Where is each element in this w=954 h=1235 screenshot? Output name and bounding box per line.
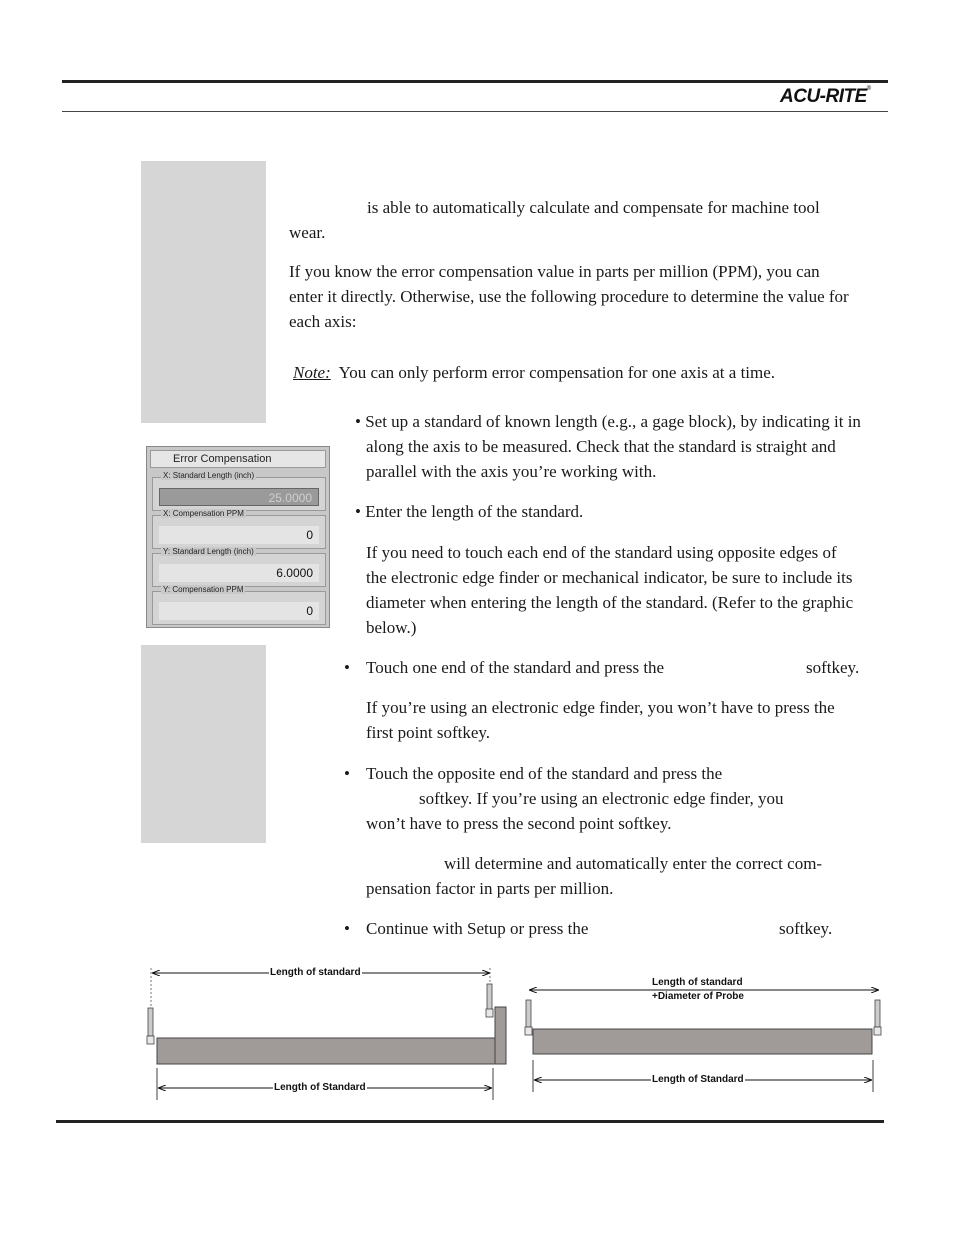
probe-right-icon bbox=[486, 984, 493, 1017]
intro-paragraph-2: If you know the error compensation value in parts per million (PPM), you can enter it directly. Otherwise, use the following procedure to determine the value for each axis: bbox=[289, 262, 849, 331]
y-standard-length-field[interactable] bbox=[152, 547, 326, 587]
step-enter-length-detail: If you need to touch each end of the standard using opposite edges of the electronic edge finder or mechanical indicator, be sure to include its diameter when entering the length of the standard. (Refer to the graphic below.) bbox=[366, 543, 854, 637]
sidebar-gray-box-top bbox=[141, 161, 266, 423]
x-standard-length-field[interactable] bbox=[152, 471, 326, 511]
probe-left-icon bbox=[525, 1000, 532, 1035]
step-first-point-bullet: • bbox=[344, 658, 350, 677]
panel-title: Error Compensation bbox=[150, 450, 326, 468]
intro-paragraph-1: is able to automatically calculate and compensate for machine tool wear. bbox=[289, 198, 820, 242]
left-top-length-label: Length of standard bbox=[270, 967, 361, 978]
field-value[interactable]: 0 bbox=[159, 526, 319, 544]
step-second-point-bullet: • bbox=[344, 764, 350, 783]
sidebar-gray-box-bottom bbox=[141, 645, 266, 843]
step-continue-bullet: • bbox=[344, 919, 350, 938]
step-second-point-text: Touch the opposite end of the standard and press the bbox=[366, 764, 723, 783]
probe-right-icon bbox=[874, 1000, 881, 1035]
note-text: You can only perform error compensation for one axis at a time. bbox=[338, 363, 776, 382]
step-continue-text: Continue with Setup or press the bbox=[366, 919, 589, 938]
right-top-length-label-2: +Diameter of Probe bbox=[652, 991, 744, 1002]
field-label: X: Standard Length (inch) bbox=[163, 471, 255, 480]
footer-rule bbox=[56, 1120, 884, 1123]
probe-left-icon bbox=[147, 1008, 154, 1044]
step-enter-length: • Enter the length of the standard. bbox=[355, 502, 584, 521]
right-bottom-length-label: Length of Standard bbox=[652, 1074, 744, 1085]
header-rule bbox=[62, 80, 888, 83]
field-value[interactable]: 25.0000 bbox=[159, 488, 319, 506]
x-compensation-field[interactable] bbox=[152, 509, 326, 549]
step-result-detail-1: will determine and automatically enter the correct com- bbox=[444, 854, 823, 873]
step-first-point-text: Touch one end of the standard and press the bbox=[366, 658, 665, 677]
field-label: Y: Standard Length (inch) bbox=[163, 547, 254, 556]
step-second-point-note: won’t have to press the second point softkey. bbox=[366, 814, 672, 833]
note bbox=[293, 360, 858, 385]
step-setup-standard: • Set up a standard of known length (e.g., a gage block), by indicating it in along the axis to be measured. Check that the standard is straight and parallel with the axis you’re working with. bbox=[355, 412, 861, 481]
field-label: X: Compensation PPM bbox=[163, 509, 244, 518]
right-top-length-label-1: Length of standard bbox=[652, 977, 743, 988]
step-first-point-detail: If you’re using an electronic edge finder, you won’t have to press the first point softkey. bbox=[366, 698, 835, 742]
error-compensation-panel bbox=[146, 446, 330, 628]
step-continue-softkey: softkey. bbox=[779, 919, 833, 938]
header-rule-thin bbox=[62, 111, 888, 112]
fixture-block bbox=[495, 1007, 506, 1064]
left-bottom-length-label: Length of Standard bbox=[274, 1082, 366, 1093]
note-label: Note: bbox=[293, 363, 331, 382]
step-second-point-softkey: softkey. If you’re using an electronic edge finder, you bbox=[419, 789, 784, 808]
y-compensation-field[interactable] bbox=[152, 585, 326, 625]
field-label: Y: Compensation PPM bbox=[163, 585, 244, 594]
standard-length-diagram bbox=[140, 960, 890, 1105]
acu-rite-logo: ACU-RITE® bbox=[780, 86, 871, 107]
field-value[interactable]: 6.0000 bbox=[159, 564, 319, 582]
left-diagram bbox=[147, 968, 506, 1100]
gage-block bbox=[533, 1029, 872, 1054]
field-value[interactable]: 0 bbox=[159, 602, 319, 620]
step-result-detail-2: pensation factor in parts per million. bbox=[366, 879, 614, 898]
step-first-point-softkey: softkey. bbox=[806, 658, 860, 677]
gage-block bbox=[157, 1038, 495, 1064]
